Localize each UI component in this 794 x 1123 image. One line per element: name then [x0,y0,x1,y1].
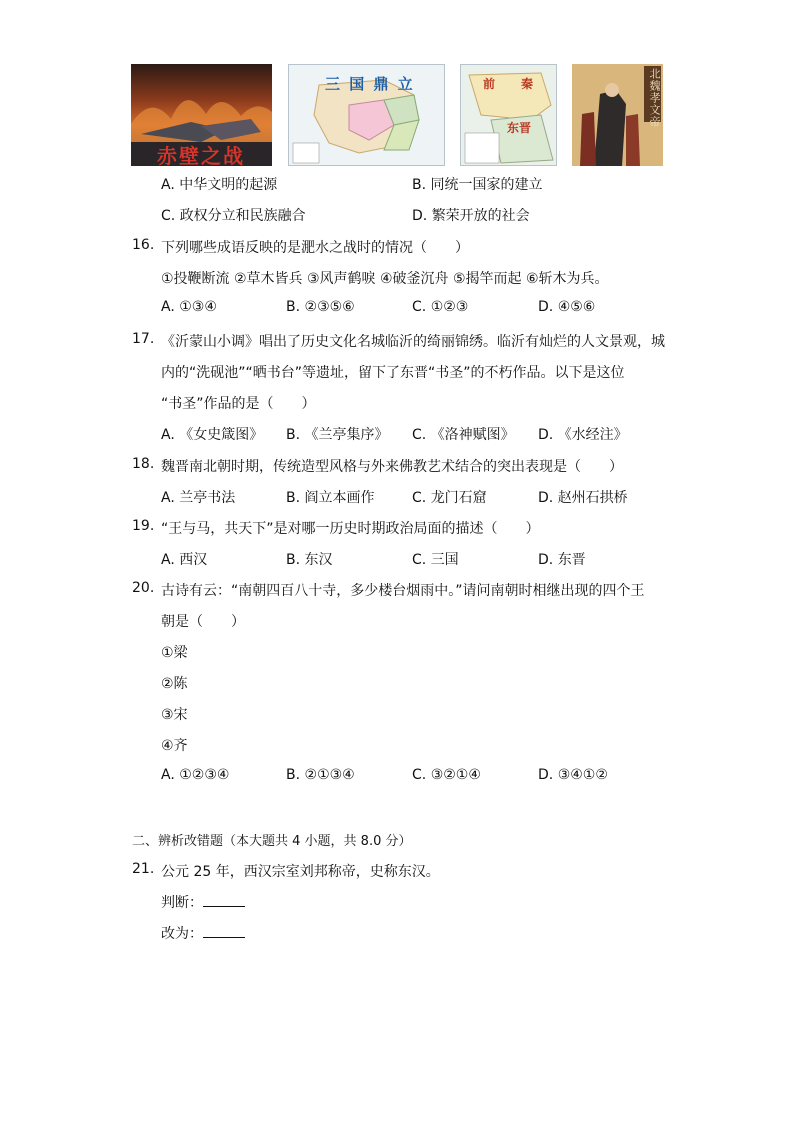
chibi-battle-image [131,64,272,166]
q17-option-b: B. 《兰亭集序》 [286,427,389,443]
q15-option-d: D. 繁荣开放的社会 [412,208,530,224]
q17-option-d: D. 《水经注》 [538,427,628,443]
q20-stem-line-1: 古诗有云：“南朝四百八十寺，多少楼台烟雨中。”请问南朝时相继出现的四个王 [161,583,645,599]
q17-number: 17. [132,331,155,347]
map-title: 三 国 鼎 立 [325,75,415,93]
q18-number: 18. [132,456,155,472]
q21-number: 21. [132,861,155,877]
q18-option-a: A. 兰亭书法 [161,490,236,506]
q17-stem-line-1: 《沂蒙山小调》唱出了历史文化名城临沂的绮丽锦绣。临沂有灿烂的人文景观，城 [161,334,665,350]
q20-item-1: ①梁 [161,645,188,661]
q18-stem: 魏晋南北朝时期，传统造型风格与外来佛教艺术结合的突出表现是（ ） [161,459,623,475]
q19-option-c: C. 三国 [412,552,459,568]
q16-option-a: A. ①③④ [161,299,217,315]
q16-items: ①投鞭断流 ②草木皆兵 ③风声鹤唳 ④破釜沉舟 ⑤揭竿而起 ⑥斩木为兵。 [161,271,609,287]
q20-item-4: ④齐 [161,738,188,754]
q16-option-c: C. ①②③ [412,299,469,315]
q17-option-a: A. 《女史箴图》 [161,427,264,443]
q18-option-d: D. 赵州石拱桥 [538,490,628,506]
beiwei-caption: 北魏孝文帝 [648,68,661,128]
q16-option-d: D. ④⑤⑥ [538,299,596,315]
q16-stem: 下列哪些成语反映的是淝水之战时的情况（ ） [161,240,469,256]
beiwei-emperor-painting [572,64,663,166]
q21-judge-line [161,892,245,912]
q21-correct-label: 改为： [161,926,203,942]
qianqin-dongjin-map [460,64,557,166]
q21-judge-blank[interactable] [203,892,245,907]
section-2-title: 二、辨析改错题（本大题共 4 小题，共 8.0 分） [132,834,412,849]
q17-option-c: C. 《洛神赋图》 [412,427,515,443]
q19-option-a: A. 西汉 [161,552,208,568]
q20-option-d: D. ③④①② [538,767,608,783]
q15-option-a: A. 中华文明的起源 [161,177,278,193]
q19-stem: “王与马，共天下”是对哪一历史时期政治局面的描述（ ） [161,521,540,537]
qianqin-label-1: 前 [483,77,496,91]
q16-option-b: B. ②③⑤⑥ [286,299,355,315]
q19-option-d: D. 东晋 [538,552,586,568]
q15-option-b: B. 同统一国家的建立 [412,177,543,193]
chibi-caption: 赤壁之战 [157,144,245,166]
q20-item-2: ②陈 [161,676,188,692]
q18-option-c: C. 龙门石窟 [412,490,487,506]
q20-item-3: ③宋 [161,707,188,723]
dongjin-label: 东晋 [507,121,532,135]
qianqin-label-2: 秦 [521,77,534,91]
q18-option-b: B. 阎立本画作 [286,490,375,506]
q21-stem: 公元 25 年，西汉宗室刘邦称帝，史称东汉。 [161,864,440,880]
q20-option-a: A. ①②③④ [161,767,230,783]
q21-correct-blank[interactable] [203,923,245,938]
q15-option-c: C. 政权分立和民族融合 [161,208,306,224]
q19-number: 19. [132,518,155,534]
q17-stem-line-3: “书圣”作品的是（ ） [161,396,316,412]
q16-number: 16. [132,237,155,253]
q17-stem-line-2: 内的“洗砚池”“晒书台”等遗址，留下了东晋“书圣”的不朽作品。以下是这位 [161,365,625,381]
q20-stem-line-2: 朝是（ ） [161,614,245,630]
q20-option-b: B. ②①③④ [286,767,355,783]
q20-option-c: C. ③②①④ [412,767,481,783]
q20-number: 20. [132,580,155,596]
q21-correct-line [161,923,245,943]
three-kingdoms-map [288,64,445,166]
q21-judge-label: 判断： [161,895,203,911]
q19-option-b: B. 东汉 [286,552,333,568]
